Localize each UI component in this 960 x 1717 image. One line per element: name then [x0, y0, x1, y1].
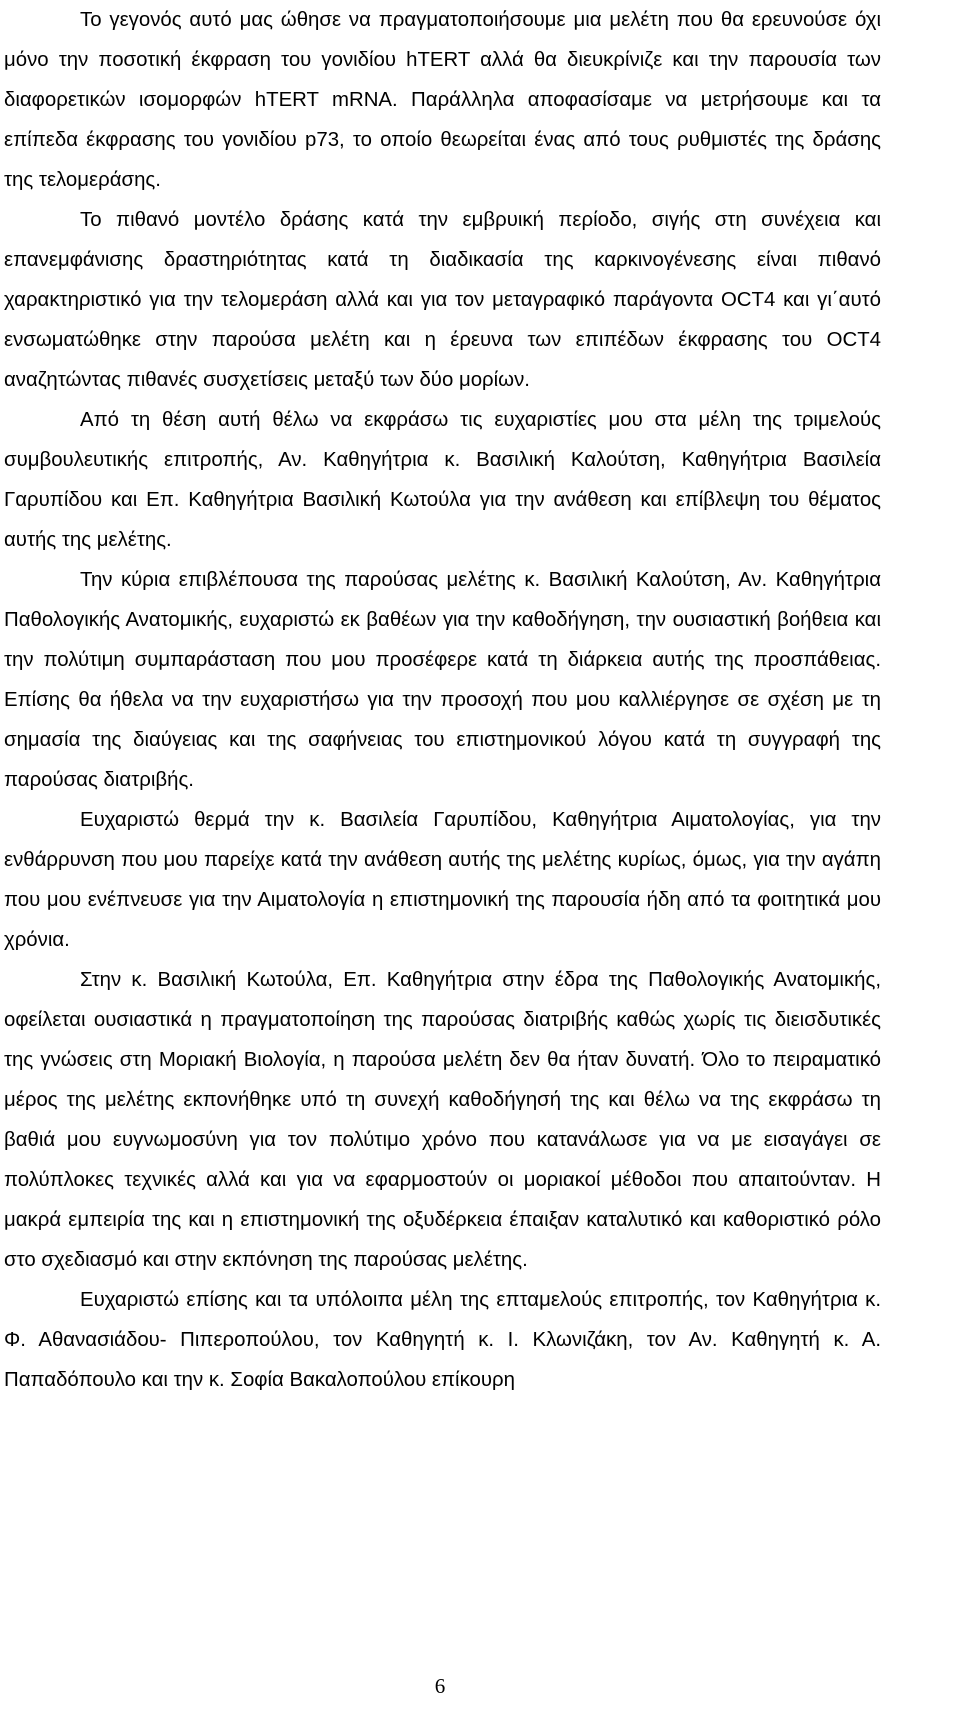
paragraph-oct4-model: Το πιθανό μοντέλο δράσης κατά την εμβρυική περίοδο, σιγής στη συνέχεια και επανεμφάνισης δραστηριότητας κατά τη διαδικασία της καρκινογένεσης είναι πιθανό χαρακτηριστικό για την τελομεράση αλλά και για τον μεταγραφικό παράγοντα OCT4 και γι΄αυτό ενσωματώθηκε στην παρούσα μελέτη και η έρευνα των επιπέδων έκφρασης του OCT4 αναζητώντας πιθανές συσχετίσεις μεταξύ των δύο μορίων. — [4, 209, 881, 391]
paragraph-thanks-kotoula: Στην κ. Βασιλική Κωτούλα, Επ. Καθηγήτρια στην έδρα της Παθολογικής Ανατομικής, οφείλεται ουσιαστικά η πραγματοποίηση της παρούσας διατριβής καθώς χωρίς τις διεισδυτικές της γνώσεις στη Μοριακή Βιολογία, η παρούσα μελέτη δεν θα ήταν δυνατή. Όλο το πειραματικό μέρος της μελέτης εκπονήθηκε υπό τη συνεχή καθοδήγησή της και θέλω να της εκφράσω τη βαθιά μου ευγνωμοσύνη για τον πολύτιμο χρόνο που κατανάλωσε για να με εισαγάγει σε πολύπλοκες τεχνικές αλλά και για να εφαρμοστούν οι μοριακοί μέθοδοι που απαιτούνταν. Η μακρά εμπειρία της και η επιστημονική της οξυδέρκεια έπαιξαν καταλυτικό και καθοριστικό ρόλο στο σχεδιασμό και στην εκπόνηση της παρούσας μελέτης. — [4, 969, 881, 1271]
paragraph-study-aims: Το γεγονός αυτό μας ώθησε να πραγματοποιήσουμε μια μελέτη που θα ερευνούσε όχι μόνο την ποσοτική έκφραση του γονιδίου hTERT αλλά θα διευκρίνιζε και την παρουσία των διαφορετικών ισομορφών hTERT mRNA. Παράλληλα αποφασίσαμε να μετρήσουμε και τα επίπεδα έκφρασης του γονιδίου p73, το οποίο θεωρείται ένας από τους ρυθμιστές της δράσης της τελομεράσης. — [4, 9, 881, 191]
page-number: 6 — [434, 1674, 446, 1698]
paragraph-thanks-others: Ευχαριστώ επίσης και τα υπόλοιπα μέλη της επταμελούς επιτροπής, τον Καθηγήτρια κ. Φ. Αθανασιάδου- Πιπεροπούλου, τον Καθηγητή κ. Ι. Κλωνιζάκη, τον Αν. Καθηγητή κ. Α. Παπαδόπουλο και την κ. Σοφία Βακαλοπούλου επίκουρη — [4, 1289, 881, 1391]
body-text — [4, 0, 881, 1400]
paragraph-thanks-committee: Από τη θέση αυτή θέλω να εκφράσω τις ευχαριστίες μου στα μέλη της τριμελούς συμβουλευτικής επιτροπής, Αν. Καθηγήτρια κ. Βασιλική Καλούτση, Καθηγήτρια Βασιλεία Γαρυπίδου και Επ. Καθηγήτρια Βασιλική Κωτούλα για την ανάθεση και επίβλεψη του θέματος αυτής της μελέτης. — [4, 409, 881, 551]
paragraph-thanks-garypidou: Ευχαριστώ θερμά την κ. Βασιλεία Γαρυπίδου, Καθηγήτρια Αιματολογίας, για την ενθάρρυνση που μου παρείχε κατά την ανάθεση αυτής της μελέτης κυρίως, όμως, για την αγάπη που μου ενέπνευσε για την Αιματολογία η επιστημονική της παρουσία ήδη από τα φοιτητικά μου χρόνια. — [4, 809, 881, 951]
paragraph-thanks-supervisor: Την κύρια επιβλέπουσα της παρούσας μελέτης κ. Βασιλική Καλούτση, Αν. Καθηγήτρια Παθολογικής Ανατομικής, ευχαριστώ εκ βαθέων για την καθοδήγηση, την ουσιαστική βοήθεια και την πολύτιμη συμπαράσταση που μου προσέφερε κατά τη διάρκεια αυτής της προσπάθειας. Επίσης θα ήθελα να την ευχαριστήσω για την προσοχή που μου καλλιέργησε σε σχέση με τη σημασία της διαύγειας και της σαφήνειας του επιστημονικού λόγου κατά τη συγγραφή της παρούσας διατριβής. — [4, 569, 881, 791]
